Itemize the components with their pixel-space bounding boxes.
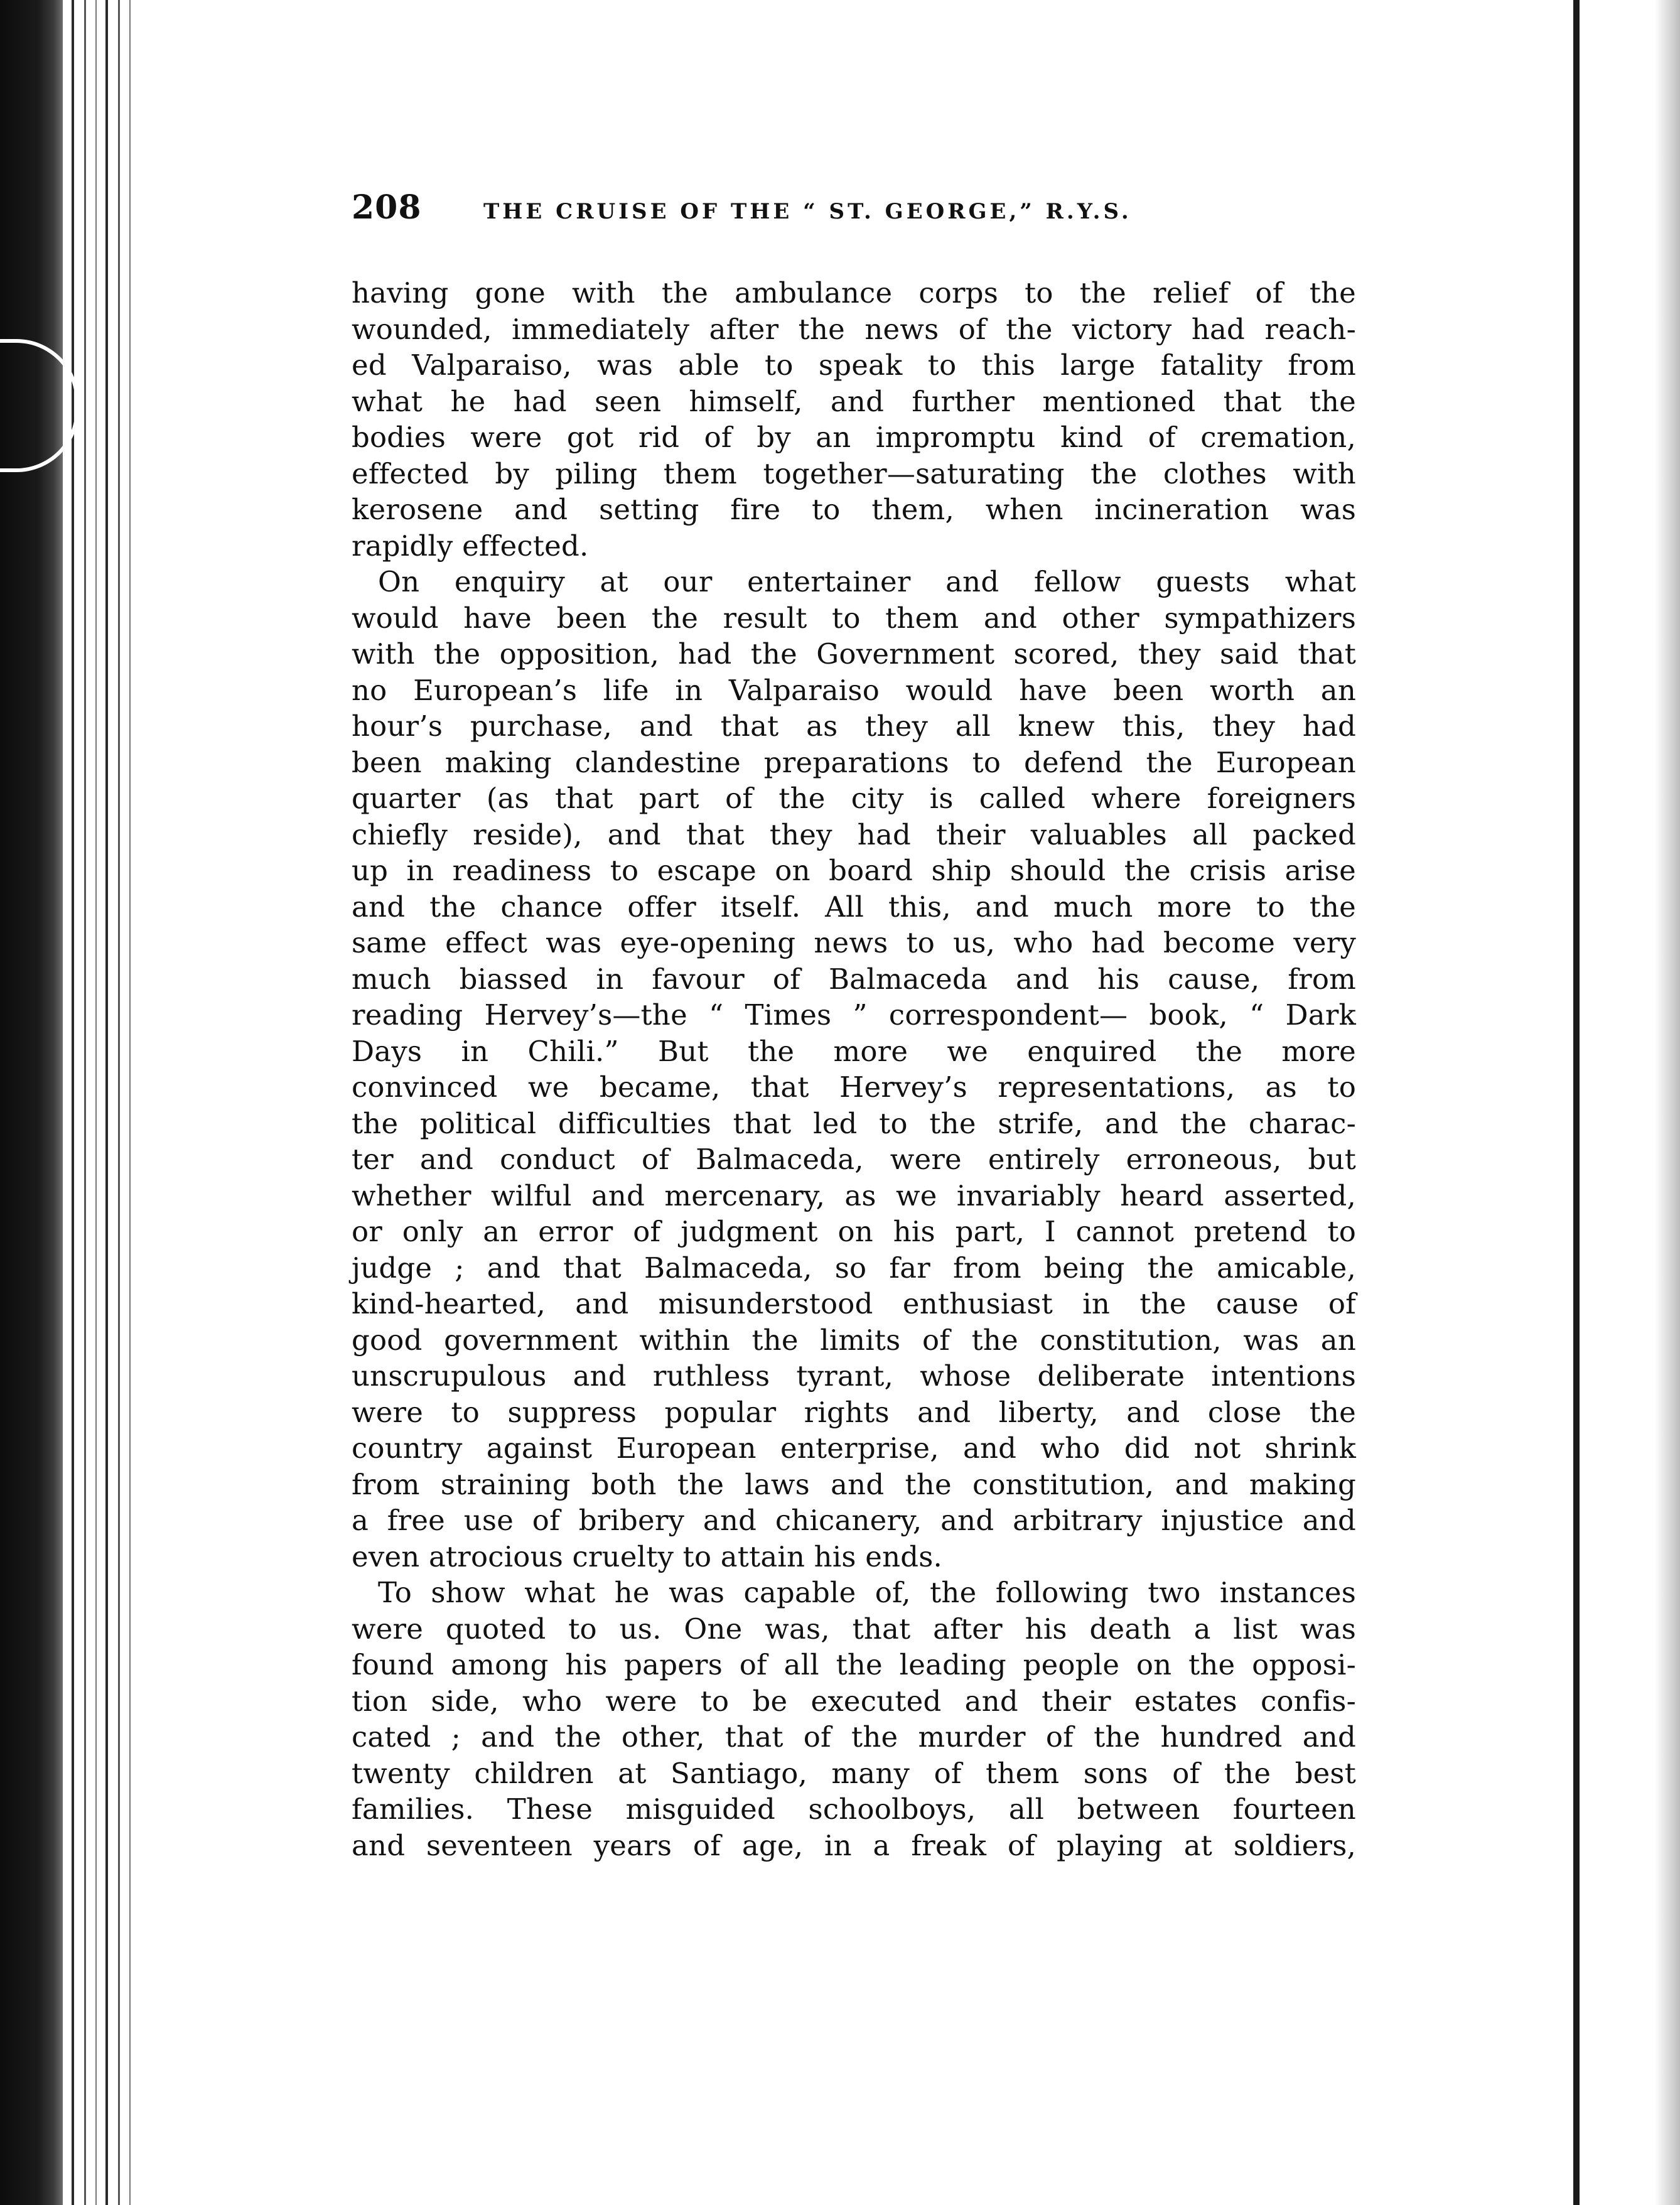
text-line: would have been the result to them and other sympathizers: [352, 601, 1356, 635]
text-line: ter and conduct of Balmaceda, were entirely erroneous, but: [352, 1143, 1356, 1176]
text-line: having gone with the ambulance corps to the relief of the: [352, 276, 1356, 310]
text-line: chiefly reside), and that they had their valuables all packed: [352, 817, 1356, 851]
body-text: [352, 275, 1356, 1863]
text-line: and the chance offer itself. All this, and much more to the: [352, 890, 1356, 924]
text-line: kind-hearted, and misunderstood enthusiast in the cause of: [352, 1287, 1356, 1320]
text-line: no European’s life in Valparaiso would have been worth an: [352, 673, 1356, 707]
text-line: families. These misguided schoolboys, all between fourteen: [352, 1793, 1356, 1826]
text-line: found among his papers of all the leading people on the opposi-: [352, 1648, 1356, 1681]
text-line: unscrupulous and ruthless tyrant, whose deliberate intentions: [352, 1359, 1356, 1393]
page-number: 208: [352, 188, 422, 227]
text-line: or only an error of judgment on his part, I cannot pretend to: [352, 1215, 1356, 1248]
text-line: what he had seen himself, and further mentioned that the: [352, 384, 1356, 418]
text-line: kerosene and setting fire to them, when incineration was: [352, 493, 1356, 526]
page-stack-edges: [63, 0, 132, 2205]
text-line: effected by piling them together—saturating the clothes with: [352, 456, 1356, 490]
text-line: were quoted to us. One was, that after his death a list was: [352, 1612, 1356, 1646]
text-line: tion side, who were to be executed and their estates confis-: [352, 1684, 1356, 1718]
text-line: been making clandestine preparations to defend the European: [352, 745, 1356, 779]
text-line: up in readiness to escape on board ship should the crisis arise: [352, 854, 1356, 887]
text-line: rapidly effected.: [352, 529, 589, 563]
text-line: were to suppress popular rights and liberty, and close the: [352, 1395, 1356, 1429]
text-line: with the opposition, had the Government scored, they said that: [352, 637, 1356, 671]
text-line: bodies were got rid of by an impromptu kind of cremation,: [352, 421, 1356, 454]
text-line: and seventeen years of age, in a freak of playing at soldiers,: [352, 1828, 1356, 1862]
running-title: THE CRUISE OF THE “ ST. GEORGE,” R.Y.S.: [483, 199, 1132, 224]
text-line: judge ; and that Balmaceda, so far from being the amicable,: [352, 1251, 1356, 1285]
text-line: the political difficulties that led to the strife, and the charac-: [352, 1106, 1356, 1140]
text-line: reading Hervey’s—the “ Times ” correspondent— book, “ Dark: [352, 998, 1356, 1032]
text-line: from straining both the laws and the constitution, and making: [352, 1467, 1356, 1501]
right-page-edge: [1573, 0, 1680, 2205]
text-line: good government within the limits of the constitution, was an: [352, 1323, 1356, 1357]
text-line: cated ; and the other, that of the murder of the hundred and: [352, 1720, 1356, 1754]
text-line: convinced we became, that Hervey’s representations, as to: [352, 1070, 1356, 1104]
text-line: quarter (as that part of the city is called where foreigners: [352, 782, 1356, 815]
text-line: same effect was eye-opening news to us, who had become very: [352, 926, 1356, 959]
text-line: a free use of bribery and chicanery, and arbitrary injustice and: [352, 1504, 1356, 1537]
text-line: country against European enterprise, and who did not shrink: [352, 1431, 1356, 1465]
text-line: much biassed in favour of Balmaceda and his cause, from: [352, 962, 1356, 996]
running-head: [352, 188, 1356, 245]
text-line: To show what he was capable of, the following two instances: [378, 1576, 1356, 1609]
text-line: Days in Chili.” But the more we enquired the more: [352, 1034, 1356, 1068]
text-line: wounded, immediately after the news of the victory had reach-: [352, 312, 1356, 346]
text-line: even atrocious cruelty to attain his ends.: [352, 1539, 943, 1573]
text-line: hour’s purchase, and that as they all knew this, they had: [352, 709, 1356, 743]
book-binding-edge: [0, 0, 63, 2205]
text-line: twenty children at Santiago, many of them sons of the best: [352, 1756, 1356, 1790]
book-page: [352, 188, 1356, 1863]
text-line: whether wilful and mercenary, as we invariably heard asserted,: [352, 1178, 1356, 1212]
text-line: ed Valparaiso, was able to speak to this large fatality from: [352, 348, 1356, 382]
text-line: On enquiry at our entertainer and fellow guests what: [378, 565, 1356, 598]
